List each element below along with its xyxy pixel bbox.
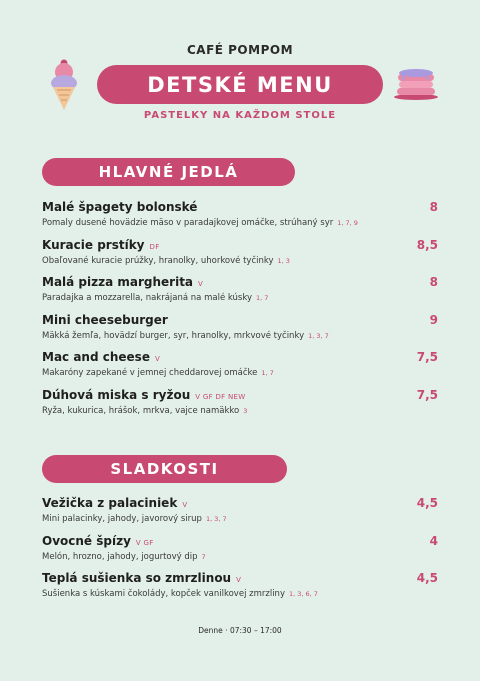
item-price: 8	[429, 275, 438, 289]
menu-item	[42, 346, 438, 384]
item-tags: V	[236, 576, 242, 584]
item-name: Mac and cheese	[42, 350, 150, 364]
menu-item	[42, 196, 438, 234]
item-allergens: 1, 3, 7	[308, 331, 329, 340]
item-description: Mini palacinky, jahody, javorový sirup	[42, 514, 202, 524]
item-name: Dúhová miska s ryžou	[42, 387, 191, 402]
item-price: 9	[429, 312, 438, 327]
item-description: Makaróny zapekané v jemnej cheddarovej omáčke	[42, 368, 258, 378]
item-price: 4,5	[416, 571, 438, 585]
sweets-list	[42, 492, 438, 605]
item-tags: V	[198, 280, 204, 288]
cafe-name: CAFÉ POMPOM	[186, 43, 294, 57]
menu-item	[42, 530, 438, 568]
item-description: Sušienka s kúskami čokolády, kopček vanilkovej zmrzliny	[42, 589, 285, 599]
item-description: Ryža, kukurica, hrášok, mrkva, vajce namäkko	[42, 405, 240, 416]
item-allergens: 1, 3	[277, 256, 290, 265]
item-price: 8	[429, 200, 438, 214]
item-price: 8,5	[416, 237, 438, 252]
item-name: Malé špagety bolonské	[42, 200, 198, 214]
ice-cream-icon	[48, 57, 80, 111]
item-name: Malá pizza margherita	[42, 275, 194, 289]
opening-hours: Denne · 07:30 – 17:00	[198, 626, 282, 635]
item-description: Mäkká žemľa, hovädzí burger, syr, hranolky, mrkvové tyčinky	[42, 330, 305, 341]
item-description: Obaľované kuracie prúžky, hranolky, uhorkové tyčinky	[42, 255, 274, 266]
menu-title: DETSKÉ MENU	[97, 65, 383, 104]
item-allergens: 1, 7	[261, 369, 274, 377]
item-price: 4,5	[416, 496, 438, 510]
item-description: Pomaly dusené hovädzie mäso v paradajkovej omáčke, strúhaný syr	[42, 218, 334, 228]
item-allergens: 1, 3, 7	[205, 515, 227, 523]
main-dishes-list	[42, 196, 438, 421]
menu-item	[42, 271, 438, 309]
item-allergens: 1, 7	[256, 294, 269, 302]
item-tags: V GF	[135, 538, 154, 547]
menu-item	[42, 492, 438, 530]
item-description: Paradajka a mozzarella, nakrájaná na malé kúsky	[42, 293, 252, 303]
menu-item	[42, 309, 438, 347]
item-name: Mini cheeseburger	[42, 312, 168, 327]
item-allergens: 1, 7, 9	[337, 219, 358, 227]
menu-item	[42, 567, 438, 605]
pancake-stack-icon	[393, 66, 439, 100]
item-description: Melón, hrozno, jahody, jogurtový dip	[42, 551, 198, 562]
menu-item	[42, 234, 438, 272]
item-allergens: 7	[201, 552, 206, 561]
tagline: PASTELKY NA KAŽDOM STOLE	[143, 110, 337, 121]
section-title-main: HLAVNÉ JEDLÁ	[42, 158, 295, 186]
item-name: Ovocné špízy	[42, 533, 131, 548]
item-tags: V GF DF NEW	[195, 392, 246, 401]
item-price: 7,5	[416, 387, 438, 402]
item-tags: DF	[149, 242, 160, 251]
item-price: 7,5	[416, 350, 438, 364]
item-name: Teplá sušienka so zmrzlinou	[42, 571, 232, 585]
item-allergens: 3	[243, 406, 248, 415]
item-tags: V	[182, 501, 188, 509]
item-name: Kuracie prstíky	[42, 237, 145, 252]
item-price: 4	[429, 533, 438, 548]
item-name: Vežička z palaciniek	[42, 496, 178, 510]
section-title-sweets: SLADKOSTI	[42, 455, 287, 483]
menu-item	[42, 384, 438, 422]
item-tags: V	[154, 355, 161, 363]
item-allergens: 1, 3, 6, 7	[288, 590, 318, 598]
